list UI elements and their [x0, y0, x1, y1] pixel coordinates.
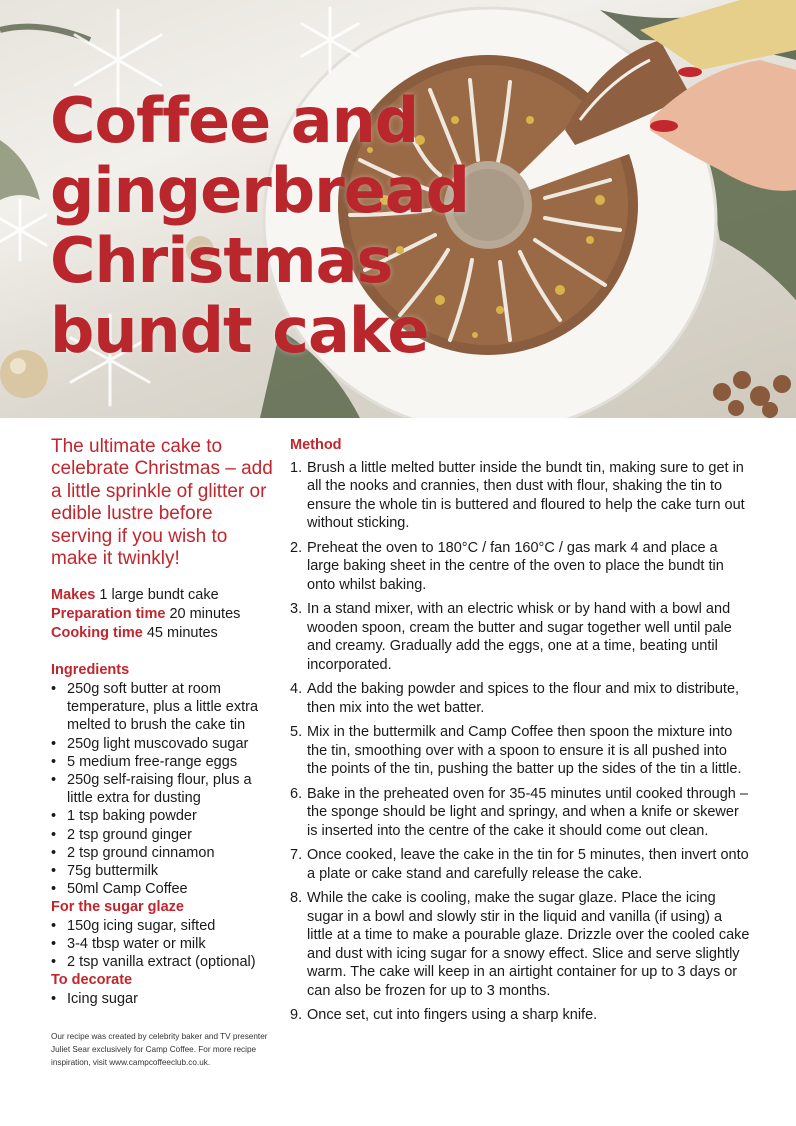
list-item: • Icing sugar: [51, 990, 273, 1008]
pinecones: [713, 371, 791, 418]
step-text: Once set, cut into fingers using a sharp knife.: [307, 1007, 598, 1023]
title-line: gingerbread: [50, 154, 470, 227]
step-number: 7.: [290, 847, 303, 863]
cook-value: 45 minutes: [142, 625, 218, 642]
list-item: • 2 tsp ground ginger: [51, 826, 273, 844]
list-item: • 50ml Camp Coffee: [51, 880, 273, 898]
glaze-list: [51, 917, 273, 972]
method-steps: [290, 459, 750, 1025]
step-text: Add the baking powder and spices to the flour and mix to distribute, then mix into the wet batter.: [307, 681, 740, 716]
method-step: [290, 539, 750, 595]
step-text: Once cooked, leave the cake in the tin for 5 minutes, then invert onto a plate or cake stand and carefully release the cake.: [307, 847, 749, 882]
title-line: Coffee and: [50, 84, 419, 157]
list-item: • 2 tsp vanilla extract (optional): [51, 953, 273, 971]
credit-note: Our recipe was created by celebrity baker and TV presenter Juliet Sear exclusively for Camp Coffee. For more recipe inspiration, visit www.campcoffeeclub.co.uk.: [51, 1032, 268, 1068]
cook-row: [51, 624, 273, 643]
step-number: 4.: [290, 681, 303, 697]
step-text: Preheat the oven to 180°C / fan 160°C / gas mark 4 and place a large baking sheet in the centre of the oven to place the bundt tin onto whilst baking.: [307, 539, 724, 593]
method-column: [290, 436, 750, 1031]
ingredients-heading: Ingredients: [51, 662, 130, 679]
list-item: • 250g soft butter at room temperature, plus a little extra melted to brush the cake tin: [51, 680, 273, 735]
recipe-meta: [51, 586, 273, 643]
glaze-heading: For the sugar glaze: [51, 899, 184, 916]
bauble-icon: [0, 350, 48, 398]
cook-label: Cooking time: [51, 625, 143, 642]
prep-row: [51, 605, 273, 624]
step-number: 1.: [290, 459, 303, 476]
prep-label: Preparation time: [51, 606, 166, 623]
step-text: Bake in the preheated oven for 35-45 minutes until cooked through – the sponge should be light and springy, and when a knife or skewer is inserted into the centre of the cake it should come out clean.: [307, 785, 748, 839]
makes-row: [51, 586, 273, 605]
list-item: • 150g icing sugar, sifted: [51, 917, 273, 935]
list-item: • 3-4 tbsp water or milk: [51, 935, 273, 953]
step-number: 6.: [290, 785, 303, 802]
list-item: • 250g light muscovado sugar: [51, 735, 273, 753]
ingredients-list: [51, 680, 273, 898]
step-number: 9.: [290, 1007, 303, 1023]
step-number: 8.: [290, 890, 303, 906]
list-item: • 2 tsp ground cinnamon: [51, 844, 273, 862]
step-text: While the cake is cooling, make the sugar glaze. Place the icing sugar in a bowl and slowly stir in the liquid and vanilla (if using) a little at a time to make a pourable glaze. Drizzle over the cooled cake and dust with icing sugar for a snowy effect. Slice and serve slightly warm. The cake will keep in an airtight container for up to 3 days or can also be frozen for up to 3 months.: [307, 890, 750, 999]
method-step: [290, 680, 750, 717]
makes-label: Makes: [51, 587, 96, 604]
method-step: [290, 889, 750, 1000]
step-number: 2.: [290, 539, 303, 556]
method-step: [290, 1006, 750, 1025]
left-column: [51, 436, 273, 1069]
hero-photo: [0, 0, 796, 418]
intro-text: The ultimate cake to celebrate Christmas – add a little sprinkle of glitter or edible lustre before serving if you wish to make it twinkly!: [51, 436, 273, 570]
decorate-heading: To decorate: [51, 972, 133, 989]
list-item: • 250g self-raising flour, plus a little extra for dusting: [51, 771, 273, 807]
prep-value: 20 minutes: [165, 606, 241, 623]
step-text: In a stand mixer, with an electric whisk or by hand with a bowl and wooden spoon, cream the butter and sugar together well until pale and creamy. Gradually add the eggs, one at a time, beating until incorporated.: [307, 601, 732, 673]
method-step: [290, 846, 750, 883]
step-number: 5.: [290, 724, 303, 740]
method-heading: Method: [290, 437, 342, 453]
title-line: Christmas: [50, 224, 393, 297]
method-step: [290, 600, 750, 674]
list-item: • 75g buttermilk: [51, 862, 273, 880]
step-text: Brush a little melted butter inside the bundt tin, making sure to get in all the nooks and crannies, then dust with flour, shaking the tin to ensure the whole tin is buttered and floured to help the cake turn out without sticking.: [307, 459, 745, 531]
title-line: bundt cake: [50, 294, 429, 367]
step-number: 3.: [290, 601, 303, 617]
step-text: Mix in the buttermilk and Camp Coffee then spoon the mixture into the tin, smoothing over with a spoon to ensure it is all pushed into the points of the tin, pushing the batter up the sides of the tin a little.: [307, 724, 742, 777]
list-item: • 5 medium free-range eggs: [51, 753, 273, 771]
method-step: [290, 785, 750, 841]
list-item: • 1 tsp baking powder: [51, 807, 273, 825]
makes-value: 1 large bundt cake: [95, 587, 219, 604]
decorate-list: [51, 990, 273, 1008]
recipe-title: [50, 86, 469, 366]
method-step: [290, 723, 750, 779]
method-step: [290, 459, 750, 533]
